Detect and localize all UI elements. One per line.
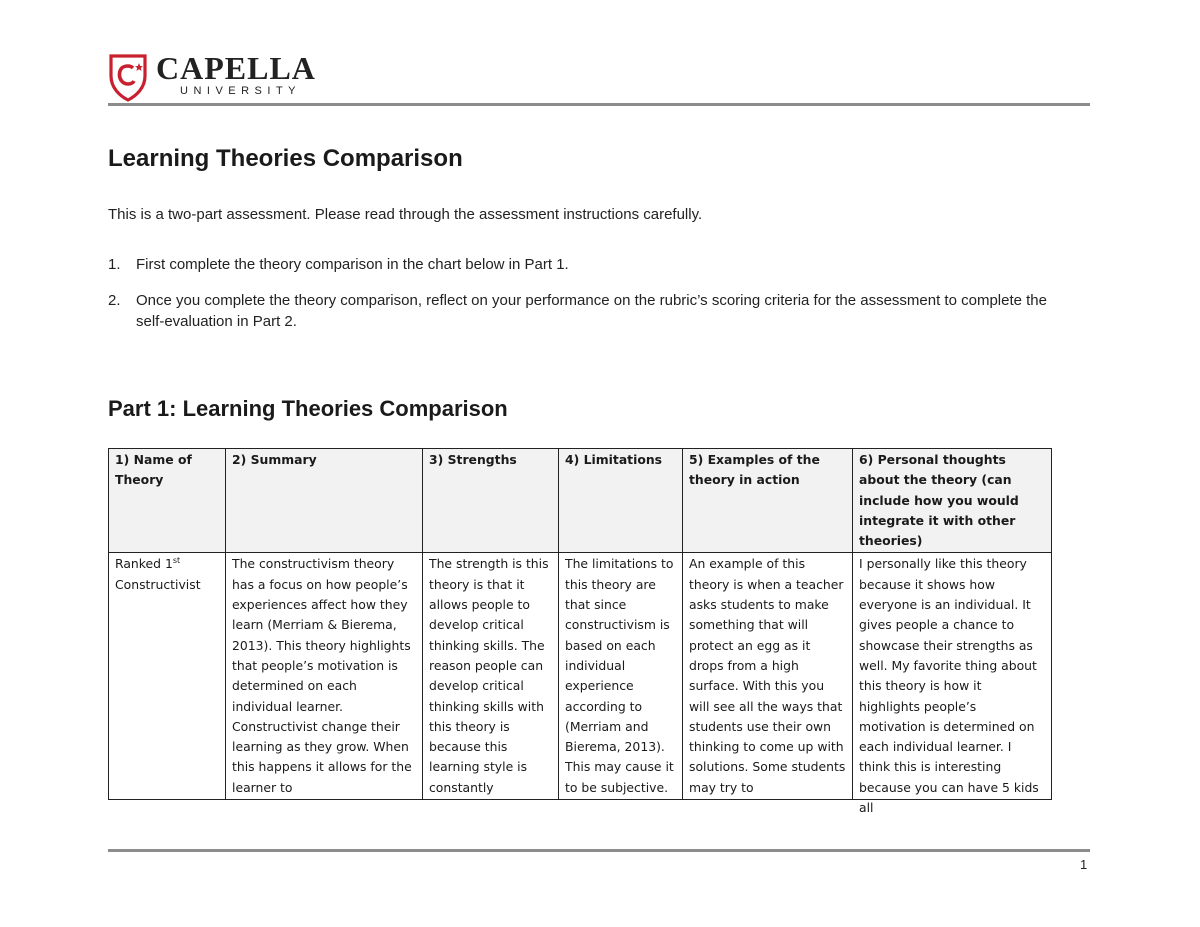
rank-label: Ranked 1: [115, 556, 173, 572]
column-header-strengths: 3) Strengths: [423, 449, 559, 553]
instruction-step: [108, 254, 1068, 275]
theory-name: Constructivist: [115, 576, 201, 592]
column-header-name: 1) Name of Theory: [109, 449, 226, 553]
examples-text: An example of this theory is when a teacher asks students to make something that will protect an egg as it drops from a high surface. With this you will see all the ways that students use their own thinking to come up with solutions. Some students may try to: [689, 556, 846, 795]
table-row: [109, 553, 1052, 800]
page-number: 1: [1080, 857, 1088, 872]
instruction-step: [108, 290, 1068, 332]
column-header-examples: 5) Examples of the theory in action: [683, 449, 853, 553]
capella-shield-icon: [108, 52, 148, 102]
intro-text: This is a two-part assessment. Please read through the assessment instructions carefully.: [108, 206, 703, 223]
brand-subtitle: UNIVERSITY: [180, 85, 302, 97]
footer-divider: [108, 849, 1090, 852]
column-header-limitations: 4) Limitations: [559, 449, 683, 553]
summary-cell: [226, 553, 423, 800]
theory-name-cell: [109, 553, 226, 800]
strengths-cell: [423, 553, 559, 800]
part1-title: Part 1: Learning Theories Comparison: [108, 396, 508, 421]
column-header-thoughts: 6) Personal thoughts about the theory (can include how you would integrate it with other theories): [853, 449, 1052, 553]
examples-cell: [683, 553, 853, 800]
thoughts-cell: [853, 553, 1052, 816]
summary-text: The constructivism theory has a focus on how people’s experiences affect how they learn (Merriam & Bierema, 2013). This theory highlights that people’s motivation is determined on each individual learner. Constructivist change their learning as they grow. When this happens it allows for the learner to: [232, 556, 412, 795]
column-header-summary: 2) Summary: [226, 449, 423, 553]
table-header-row: [109, 449, 1052, 553]
step-text: First complete the theory comparison in the chart below in Part 1.: [136, 256, 569, 273]
step-number: 2.: [108, 292, 121, 309]
header-divider: [108, 103, 1090, 106]
step-number: 1.: [108, 256, 121, 273]
step-text: Once you complete the theory comparison, reflect on your performance on the rubric’s scoring criteria for the assessment to complete the self-evaluation in Part 2.: [136, 292, 1047, 330]
thoughts-text: I personally like this theory because it shows how everyone is an individual. It gives people a chance to showcase their strengths as well. My favorite thing about this theory is how it highlights people’s motivation is determined on each individual learner. I think this is interesting because you can have 5 kids all: [859, 556, 1039, 816]
limitations-cell: [559, 553, 683, 800]
document-title: Learning Theories Comparison: [108, 145, 463, 172]
brand-name: CAPELLA: [156, 50, 316, 86]
rank-suffix: st: [172, 556, 181, 566]
instruction-steps: [108, 254, 1068, 347]
strengths-text: The strength is this theory is that it allows people to develop critical thinking skills. The reason people can develop critical thinking skills with this theory is because this learning style is constantly: [429, 556, 549, 795]
limitations-text: The limitations to this theory are that since constructivism is based on each individual experience according to (Merriam and Bierema, 2013). This may cause it to be subjective.: [565, 556, 674, 795]
theory-comparison-table: [108, 448, 1052, 816]
